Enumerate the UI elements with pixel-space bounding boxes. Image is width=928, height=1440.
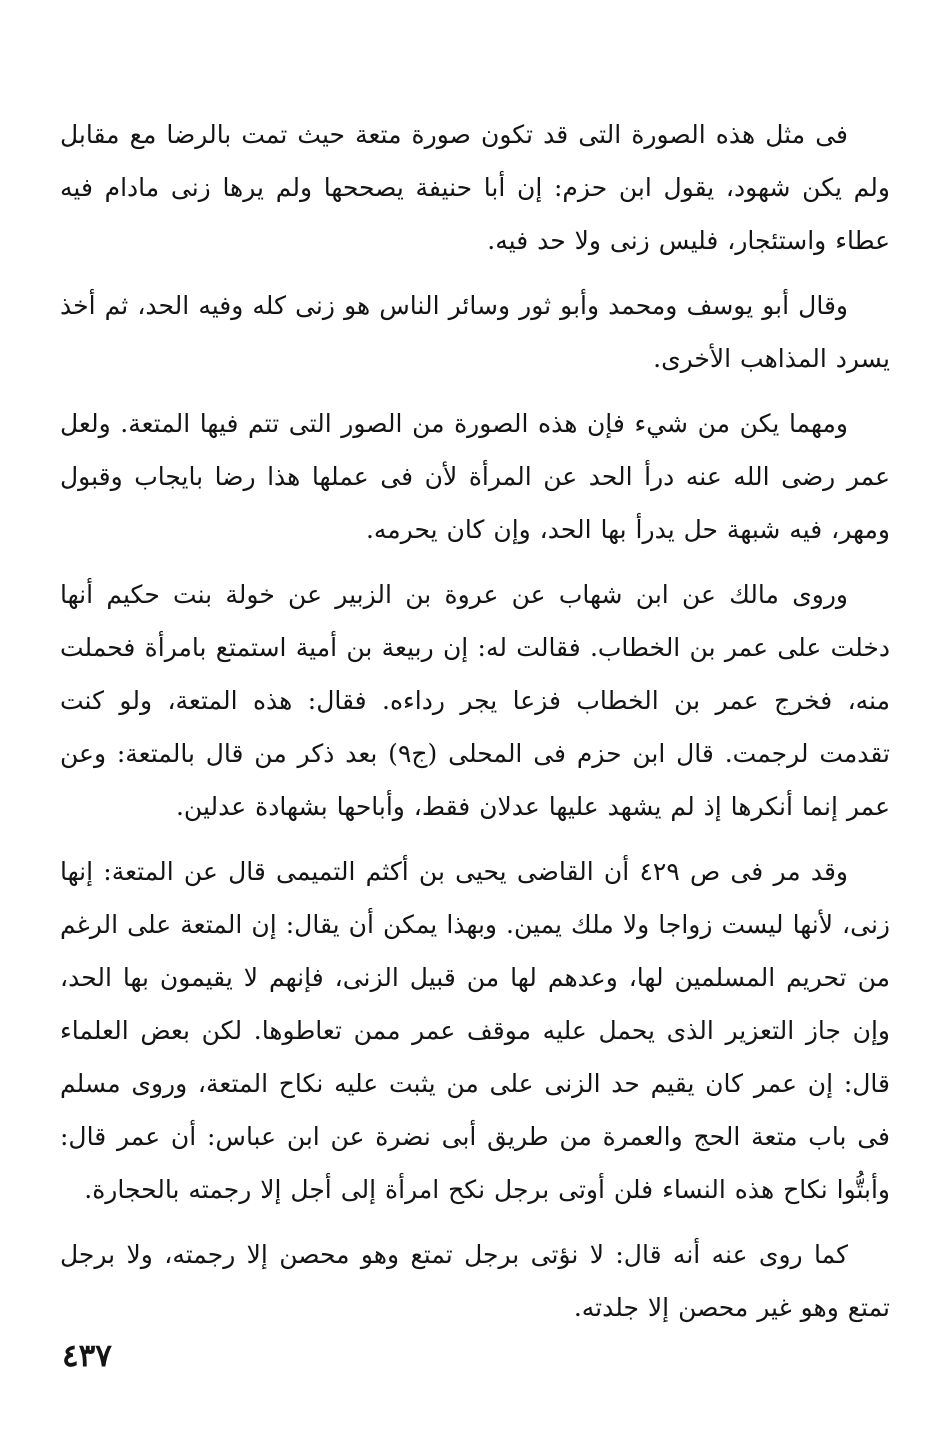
page-number: ٤٣٧ xyxy=(62,1338,112,1374)
paragraph-2: وقال أبو يوسف ومحمد وأبو ثور وسائر الناس هو زنى كله وفيه الحد، ثم أخذ يسرد المذاهب الأخرى. xyxy=(60,291,890,373)
paragraph-3: ومهما يكن من شيء فإن هذه الصورة من الصور التى تتم فيها المتعة. ولعل عمر رضى الله عنه درأ الحد عن المرأة لأن فى عملها هذا رضا بايجاب وقبول ومهر، فيه شبهة حل يدرأ بها الحد، وإن كان يحرمه. xyxy=(60,409,890,544)
paragraph-1: فى مثل هذه الصورة التى قد تكون صورة متعة حيث تمت بالرضا مع مقابل ولم يكن شهود، يقول ابن حزم: إن أبا حنيفة يصححها ولم يرها زنى مادام فيه عطاء واستئجار، فليس زنى ولا حد فيه. xyxy=(60,120,890,255)
paragraph-6: كما روى عنه أنه قال: لا نؤتى برجل تمتع وهو محصن إلا رجمته، ولا برجل تمتع وهو غير محصن إلا جلدته. xyxy=(60,1240,890,1322)
paragraph-4: وروى مالك عن ابن شهاب عن عروة بن الزبير عن خولة بنت حكيم أنها دخلت على عمر بن الخطاب. فقالت له: إن ربيعة بن أمية استمتع بامرأة فحملت منه، فخرج عمر بن الخطاب فزعا يجر رداءه. فقال: هذه المتعة، ولو كنت تقدمت لرجمت. قال ابن حزم فى المحلى (ج٩) بعد ذكر من قال بالمتعة: وعن عمر إنما أنكرها إذ لم يشهد عليها عدلان فقط، وأباحها بشهادة عدلين. xyxy=(60,580,891,821)
paragraph-5: وقد مر فى ص ٤٢٩ أن القاضى يحيى بن أكثم التميمى قال عن المتعة: إنها زنى، لأنها ليست زواجا ولا ملك يمين. وبهذا يمكن أن يقال: إن المتعة على الرغم من تحريم المسلمين لها، وعدهم لها من قبيل الزنى، فإنهم لا يقيمون بها الحد، وإن جاز التعزير الذى يحمل عليه موقف عمر ممن تعاطوها. لكن بعض العلماء قال: إن عمر كان يقيم حد الزنى على من يثبت عليه نكاح المتعة، وروى مسلم فى باب متعة الحج والعمرة من طريق أبى نضرة عن ابن عباس: أن عمر قال: وأبتُّوا نكاح هذه النساء فلن أوتى برجل نكح امرأة إلى أجل إلا رجمته بالحجارة. xyxy=(60,857,890,1204)
page-body xyxy=(60,108,890,1346)
